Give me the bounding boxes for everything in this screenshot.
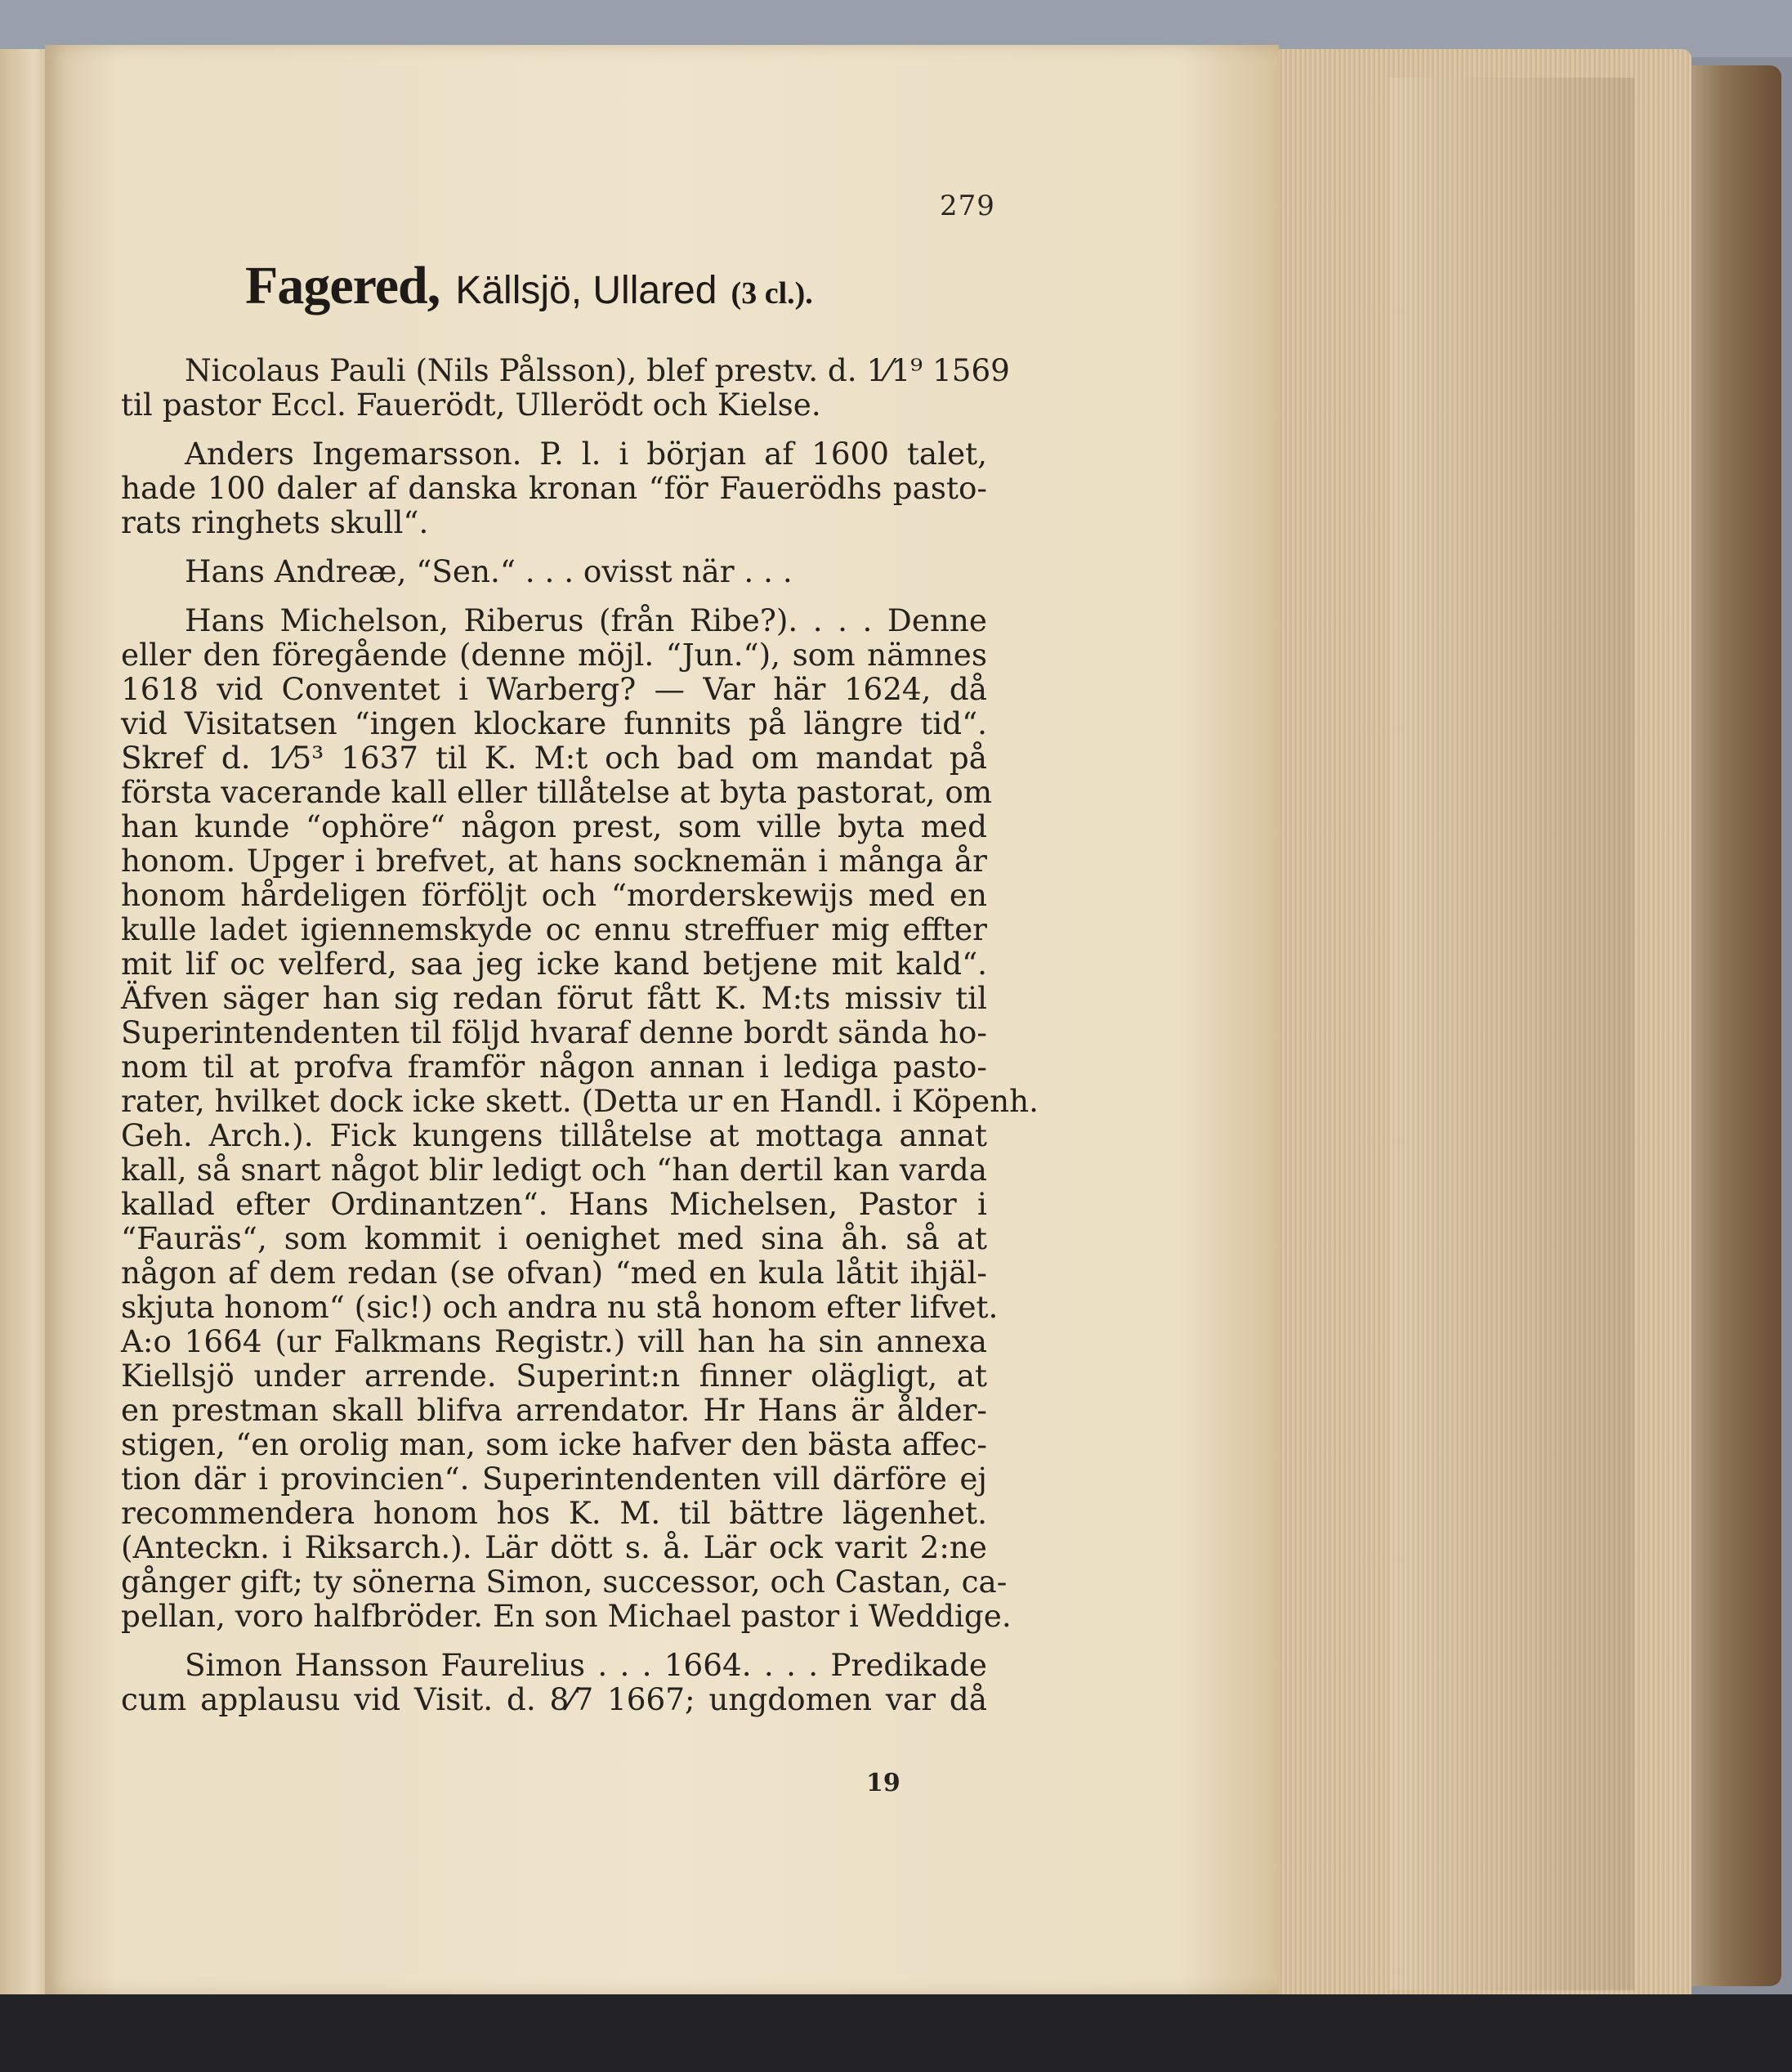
text-line: kallad efter Ordinantzen“. Hans Michelsen, Pastor i (121, 1186, 987, 1222)
text-line: stigen, “en orolig man, som icke hafver den bästa affec- (121, 1426, 987, 1462)
text-line: Nicolaus Pauli (Nils Pålsson), blef prestv. d. 1⁄1⁹ 1569 (185, 352, 1010, 388)
book-cover-edge (1683, 65, 1781, 1986)
printer-signature: 19 (866, 1769, 900, 1797)
text-line: cum applausu vid Visit. d. 8⁄7 1667; ungdomen var då (121, 1681, 987, 1717)
text-line: någon af dem redan (se ofvan) “med en kula låtit ihjäl- (121, 1255, 987, 1291)
text-line: Superintendenten til följd hvaraf denne bordt sända ho- (121, 1014, 987, 1050)
body-text (121, 352, 1039, 1717)
text-line: vid Visitatsen “ingen klockare funnits på längre tid“. (121, 705, 987, 741)
text-line: nom til at profva framför någon annan i lediga pasto- (121, 1049, 987, 1085)
text-line: Simon Hansson Faurelius . . . 1664. . . . Predikade (185, 1647, 987, 1683)
text-line: han kunde “ophöre“ någon prest, som ville byta med (121, 808, 987, 844)
scanner-bottom-bar (0, 1994, 1792, 2072)
text-line: pellan, voro halfbröder. En son Michael pastor i Weddige. (121, 1598, 1012, 1634)
text-line: honom. Upger i brefvet, at hans socknemän i många år (121, 843, 987, 879)
text-line: skjuta honom“ (sic!) och andra nu stå honom efter lifvet. (121, 1289, 999, 1325)
page-block-shade (1389, 78, 1634, 1990)
page-number: 279 (940, 190, 995, 222)
text-line: 1618 vid Conventet i Warberg? — Var här 1624, då (121, 671, 987, 707)
heading-class: (3 cl.). (731, 276, 813, 311)
text-line: eller den föregående (denne möjl. “Jun.“), som nämnes (121, 637, 987, 673)
text-line: recommendera honom hos K. M. til bättre lägenhet. (121, 1495, 987, 1531)
text-line: hade 100 daler af danska kronan “för Fauerödhs pasto- (121, 470, 987, 506)
heading-annexes: Källsjö, Ullared (455, 269, 717, 312)
text-line: honom hårdeligen förföljt och “morderskewijs med en (121, 877, 987, 913)
text-line: en prestman skall blifva arrendator. Hr Hans är ålder- (121, 1392, 987, 1428)
text-line: “Fauräs“, som kommit i oenighet med sina åh. så at (121, 1220, 987, 1256)
text-line: Anders Ingemarsson. P. l. i början af 1600 talet, (185, 436, 987, 472)
text-line: första vacerande kall eller tillåtelse at byta pastorat, om (121, 774, 993, 810)
text-line: Hans Andreæ, “Sen.“ . . . ovisst när . . . (185, 553, 793, 589)
text-line: (Anteckn. i Riksarch.). Lär dött s. å. Lär ock varit 2:ne (121, 1529, 987, 1565)
text-line: rats ringhets skull“. (121, 504, 429, 540)
text-line: Geh. Arch.). Fick kungens tillåtelse at mottaga annat (121, 1117, 987, 1153)
text-line: gånger gift; ty sönerna Simon, successor, och Castan, ca- (121, 1564, 1008, 1600)
text-line: A:o 1664 (ur Falkmans Registr.) vill han ha sin annexa (121, 1323, 987, 1359)
text-line: tion där i provincien“. Superintendenten vill därföre ej (121, 1461, 987, 1497)
text-line: mit lif oc velferd, saa jeg icke kand betjene mit kald“. (121, 946, 987, 982)
text-line: rater, hvilket dock icke skett. (Detta ur en Handl. i Köpenh. (121, 1083, 1039, 1119)
text-line: kulle ladet igiennemskyde oc ennu streffuer mig effter (121, 911, 987, 947)
heading-place: Fagered, (245, 256, 440, 315)
text-line: kall, så snart något blir ledigt och “han dertil kan varda (121, 1152, 987, 1188)
parish-heading (245, 255, 813, 317)
text-line: Skref d. 1⁄5³ 1637 til K. M:t och bad om mandat på (121, 740, 987, 776)
text-line: Hans Michelson, Riberus (från Ribe?). . . . Denne (185, 602, 987, 638)
text-line: Äfven säger han sig redan förut fått K. M:ts missiv til (121, 980, 987, 1016)
text-line: Kiellsjö under arrende. Superint:n finner olägligt, at (121, 1358, 987, 1394)
text-line: til pastor Eccl. Fauerödt, Ullerödt och Kielse. (121, 387, 821, 423)
